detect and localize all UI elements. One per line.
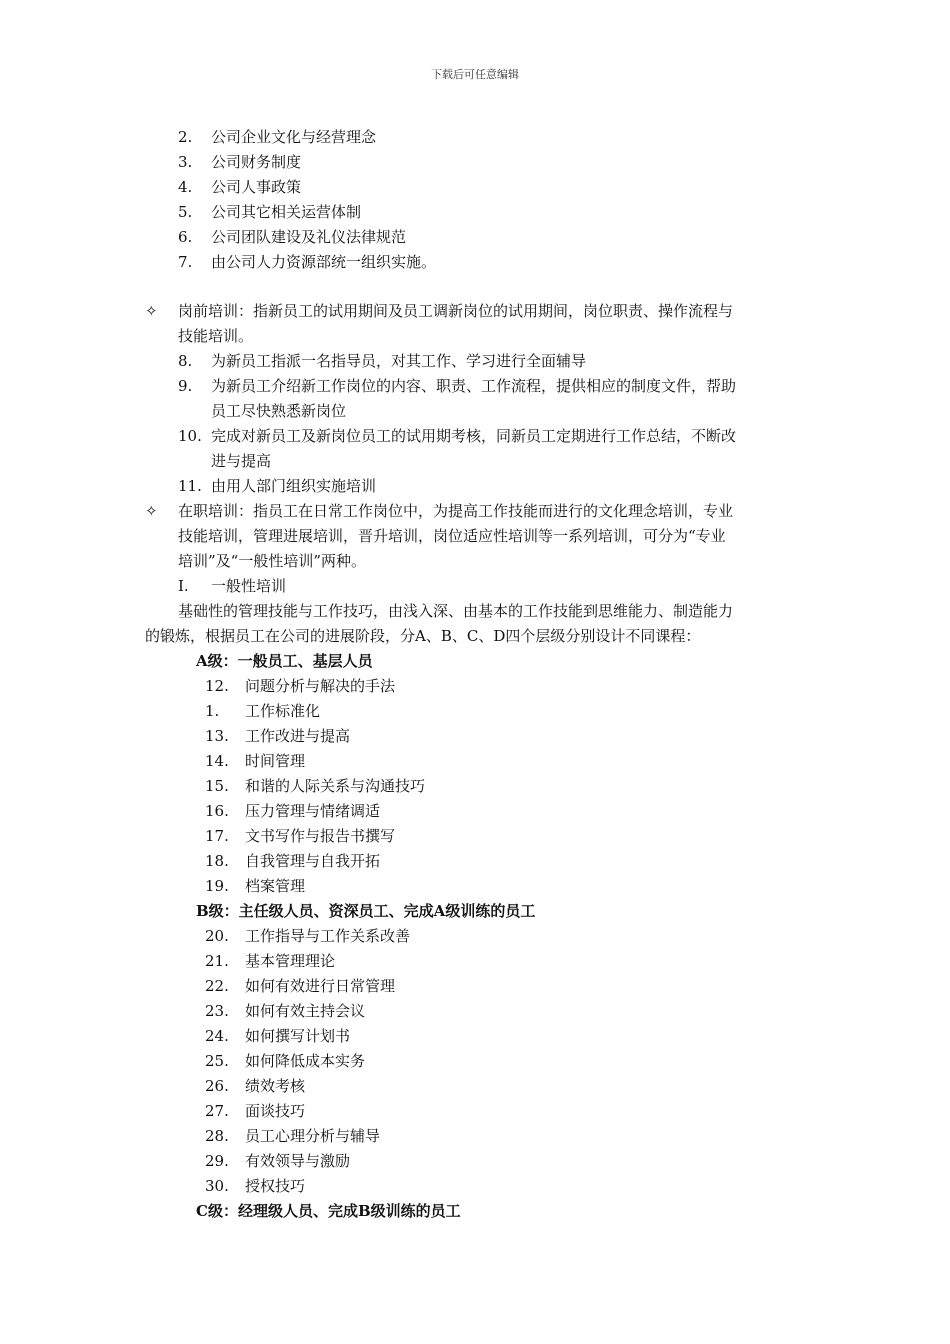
list-item: 为新员工介绍新工作岗位的内容、职责、工作流程，提供相应的制度文件，帮助 [211,377,737,395]
list-item: 完成对新员工及新岗位员工的试用期考核，同新员工定期进行工作总结，不断改 [211,427,737,445]
list-number: 11. [178,477,202,495]
list-number: 28. [205,1127,229,1145]
list-number: 20. [205,927,229,945]
list-item: 基本管理理论 [245,952,336,970]
list-item: 如何撰写计划书 [245,1027,351,1045]
list-number: 8. [178,352,193,370]
list-number: 30. [205,1177,229,1195]
list-item: 文书写作与报告书撰写 [245,827,396,845]
list-item: 工作指导与工作关系改善 [245,927,411,945]
list-number: 18. [205,852,229,870]
level-c-title: C级：经理级人员、完成B级训练的员工 [196,1202,461,1220]
list-item: 和谐的人际关系与沟通技巧 [245,777,426,795]
level-a-title: A级：一般员工、基层人员 [196,652,373,670]
list-number: 24. [205,1027,229,1045]
list-item: 公司企业文化与经营理念 [211,128,377,146]
list-item: 自我管理与自我开拓 [245,852,381,870]
list-item: 有效领导与激励 [245,1152,351,1170]
list-number: 7. [178,253,193,271]
section-number: I. [178,577,189,595]
list-item: 由用人部门组织实施培训 [211,477,377,495]
list-number: 29. [205,1152,229,1170]
list-number: 16. [205,802,229,820]
list-item: 公司其它相关运营体制 [211,203,362,221]
list-item: 公司财务制度 [211,153,302,171]
list-item: 档案管理 [245,877,306,895]
list-number: 25. [205,1052,229,1070]
list-item: 由公司人力资源部统一组织实施。 [211,253,437,271]
list-number: 9. [178,377,193,395]
list-number: 17. [205,827,229,845]
paragraph-line: 基础性的管理技能与工作技巧，由浅入深、由基本的工作技能到思维能力、制造能力 [178,602,734,620]
bullet-text-line: 岗前培训：指新员工的试用期间及员工调新岗位的试用期间，岗位职责、操作流程与 [178,302,734,320]
paragraph-line: 的锻炼，根据员工在公司的进展阶段，分A、B、C、D四个层级分别设计不同课程： [145,627,701,645]
list-number: 6. [178,228,193,246]
list-number: 2. [178,128,193,146]
list-number: 26. [205,1077,229,1095]
list-item: 公司人事政策 [211,178,302,196]
bullet-text-line: 培训”及“一般性培训”两种。 [178,552,367,570]
list-number: 21. [205,952,229,970]
list-item: 如何有效进行日常管理 [245,977,396,995]
list-number: 15. [205,777,229,795]
list-number: 4. [178,178,193,196]
bullet-text-line: 技能培训，管理进展培训，晋升培训，岗位适应性培训等一系列培训，可分为“专业 [178,527,726,545]
level-b-title: B级：主任级人员、资深员工、完成A级训练的员工 [196,902,536,920]
list-item: 面谈技巧 [245,1102,306,1120]
list-item: 授权技巧 [245,1177,306,1195]
list-number: 3. [178,153,193,171]
list-item: 时间管理 [245,752,306,770]
list-item: 工作改进与提高 [245,727,351,745]
list-item: 如何降低成本实务 [245,1052,366,1070]
list-number: 13. [205,727,229,745]
page-header: 下载后可任意编辑 [431,68,519,81]
list-item: 问题分析与解决的手法 [245,677,396,695]
diamond-bullet-icon: ✧ [145,502,158,520]
list-number: 5. [178,203,193,221]
list-item: 绩效考核 [245,1077,306,1095]
list-number: 10. [178,427,202,445]
list-number: 12. [205,677,229,695]
list-item: 公司团队建设及礼仪法律规范 [211,228,407,246]
list-number: 27. [205,1102,229,1120]
list-item-continuation: 员工尽快熟悉新岗位 [211,402,347,420]
list-item: 工作标准化 [245,702,321,720]
bullet-text-line: 在职培训：指员工在日常工作岗位中，为提高工作技能而进行的文化理念培训，专业 [178,502,734,520]
list-number: 14. [205,752,229,770]
diamond-bullet-icon: ✧ [145,302,158,320]
list-item-continuation: 进与提高 [211,452,272,470]
list-item: 压力管理与情绪调适 [245,802,381,820]
bullet-text-line: 技能培训。 [178,327,254,345]
list-number: 23. [205,1002,229,1020]
section-title: 一般性培训 [211,577,287,595]
list-number: 19. [205,877,229,895]
list-number: 22. [205,977,229,995]
list-item: 为新员工指派一名指导员，对其工作、学习进行全面辅导 [211,352,587,370]
list-number: 1. [205,702,220,720]
list-item: 员工心理分析与辅导 [245,1127,381,1145]
list-item: 如何有效主持会议 [245,1002,366,1020]
